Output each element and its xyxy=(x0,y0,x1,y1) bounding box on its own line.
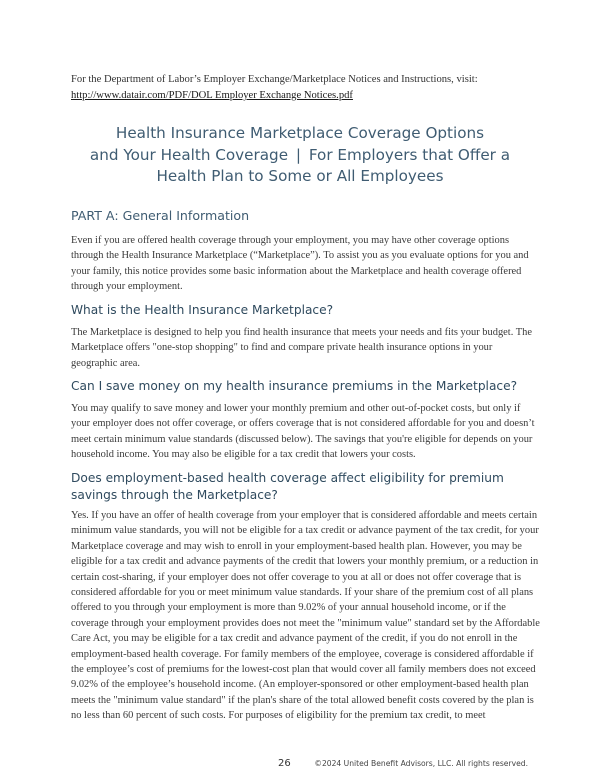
title-line-2b: For Employers that Offer a xyxy=(308,145,511,164)
page-title xyxy=(60,123,540,188)
title-line-2a: and Your Health Coverage xyxy=(89,145,289,164)
eligibility-heading: Does employment-based health coverage affect eligibility for premium savings through the Marketplace? xyxy=(71,471,504,502)
save-money-body: You may qualify to save money and lower your monthly premium and other out-of-pocket costs, but only if your employer does not offer coverage, or offers coverage that is not considered affordable for you and doesn’t meet certain minimum value standards (discussed below). The savings that you're eligible for depends on your household income. You may also be eligible for a tax credit that lowers your costs. xyxy=(71,403,535,461)
intro-text: For the Department of Labor’s Employer Exchange/Marketplace Notices and Instructions, visit: xyxy=(71,74,478,85)
title-line-3: Health Plan to Some or All Employees xyxy=(156,167,444,185)
copyright-notice: ©2024 United Benefit Advisors, LLC. All rights reserved. xyxy=(314,759,528,768)
marketplace-body: The Marketplace is designed to help you find health insurance that meets your needs and fits your budget. The Marketplace offers "one-stop shopping" to find and compare private health insurance options in your geographic area. xyxy=(71,327,532,369)
marketplace-heading: What is the Health Insurance Marketplace? xyxy=(71,303,334,317)
part-a-heading: PART A: General Information xyxy=(71,208,250,223)
intro-block xyxy=(71,72,541,104)
part-a-body: Even if you are offered health coverage through your employment, you may have other coverage options through the Health Insurance Marketplace (“Marketplace”). To assist you as you evaluate options for you and your family, this notice provides some basic information about the Marketplace and health coverage offered through your employment. xyxy=(71,235,529,293)
dol-notices-link[interactable]: http://www.datair.com/PDF/DOL Employer Exchange Notices.pdf xyxy=(71,90,353,101)
eligibility-body: Yes. If you have an offer of health coverage from your employer that is considered affordable and meets certain minimum value standards, you will not be eligible for a tax credit or advance payment of the tax credit, for your Marketplace coverage and may wish to enroll in your employment-based health plan. However, you may be eligible for a tax credit and advance payments of the credit that lowers your monthly premium, or a reduction in certain cost-sharing, if your employer does not offer coverage to you at all or does not offer coverage that is considered affordable for you or meet minimum value standards. If your share of the premium cost of all plans offered to you through your employment is more than 9.02% of your annual household income, or if the coverage through your employment provides does not meet the "minimum value" standard set by the Affordable Care Act, you may be eligible for a tax credit and advance payment of the credit, if you do not enroll in the employment-based health coverage. For family members of the employee, coverage is considered affordable if the employee’s cost of premiums for the lowest-cost plan that would cover all family members does not exceed 9.02% of the employee’s household income. (An employer-sponsored or other employment-based health plan meets the "minimum value standard" if the plan's share of the total allowed benefit costs covered by the plan is no less than 60 percent of such costs. For purposes of eligibility for the premium tax credit, to meet xyxy=(71,510,540,722)
page-number: 26 xyxy=(278,758,291,769)
save-money-heading: Can I save money on my health insurance premiums in the Marketplace? xyxy=(71,379,518,393)
title-line-1: Health Insurance Marketplace Coverage Options xyxy=(115,124,485,142)
title-separator: | xyxy=(295,145,301,164)
